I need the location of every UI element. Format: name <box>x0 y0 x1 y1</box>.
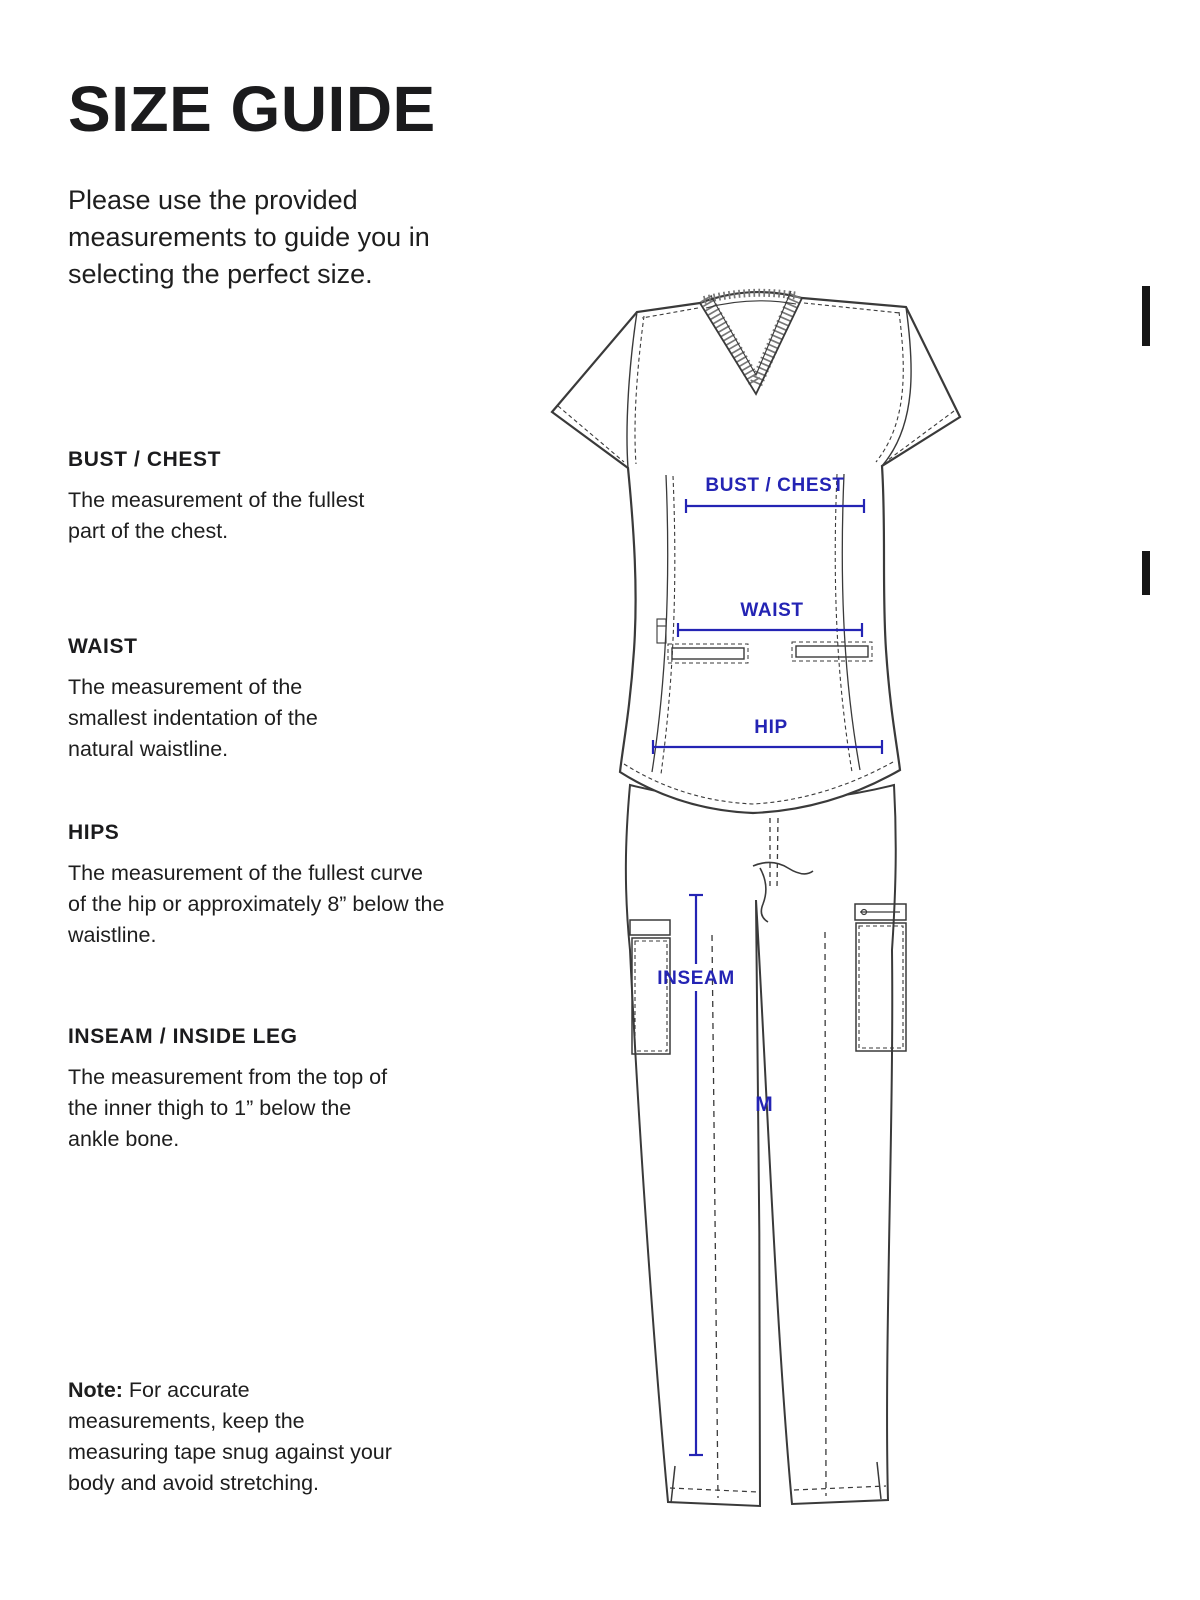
scrub-pants-drawing <box>626 785 906 1506</box>
section-hips <box>68 821 446 951</box>
waist-measure-label: WAIST <box>740 600 804 621</box>
section-heading: INSEAM / INSIDE LEG <box>68 1025 298 1048</box>
section-heading: HIPS <box>68 821 120 844</box>
edge-artifact-top <box>1142 286 1150 346</box>
intro-text: Please use the provided measurements to guide you in selecting the perfect size. <box>68 185 430 289</box>
page-header <box>68 72 436 146</box>
note-text <box>68 1375 398 1499</box>
section-body: The measurement of the smallest indentation of the natural waistline. <box>68 675 318 761</box>
section-waist <box>68 635 378 765</box>
garment-diagram <box>520 270 1000 1550</box>
scrub-pants-outline <box>626 785 896 1506</box>
note-label: Note: <box>68 1378 123 1402</box>
hip-measure-label: HIP <box>754 717 788 738</box>
edge-artifact-bottom <box>1142 551 1150 595</box>
inseam-measure-label: INSEAM <box>657 968 735 989</box>
bust-measure-label: BUST / CHEST <box>705 475 845 496</box>
page-title: SIZE GUIDE <box>68 73 436 145</box>
section-heading: BUST / CHEST <box>68 448 222 471</box>
section-heading: WAIST <box>68 635 138 658</box>
section-body: The measurement of the fullest curve of the hip or approximately 8” below the waistline. <box>68 861 445 947</box>
section-bust-chest <box>68 448 368 547</box>
section-inseam <box>68 1025 398 1155</box>
note-body: For accurate measurements, keep the measuring tape snug against your body and avoid stretching. <box>68 1378 392 1495</box>
section-body: The measurement from the top of the inner thigh to 1” below the ankle bone. <box>68 1065 388 1151</box>
size-marker-label: M <box>755 1093 773 1116</box>
section-body: The measurement of the fullest part of the chest. <box>68 488 365 543</box>
